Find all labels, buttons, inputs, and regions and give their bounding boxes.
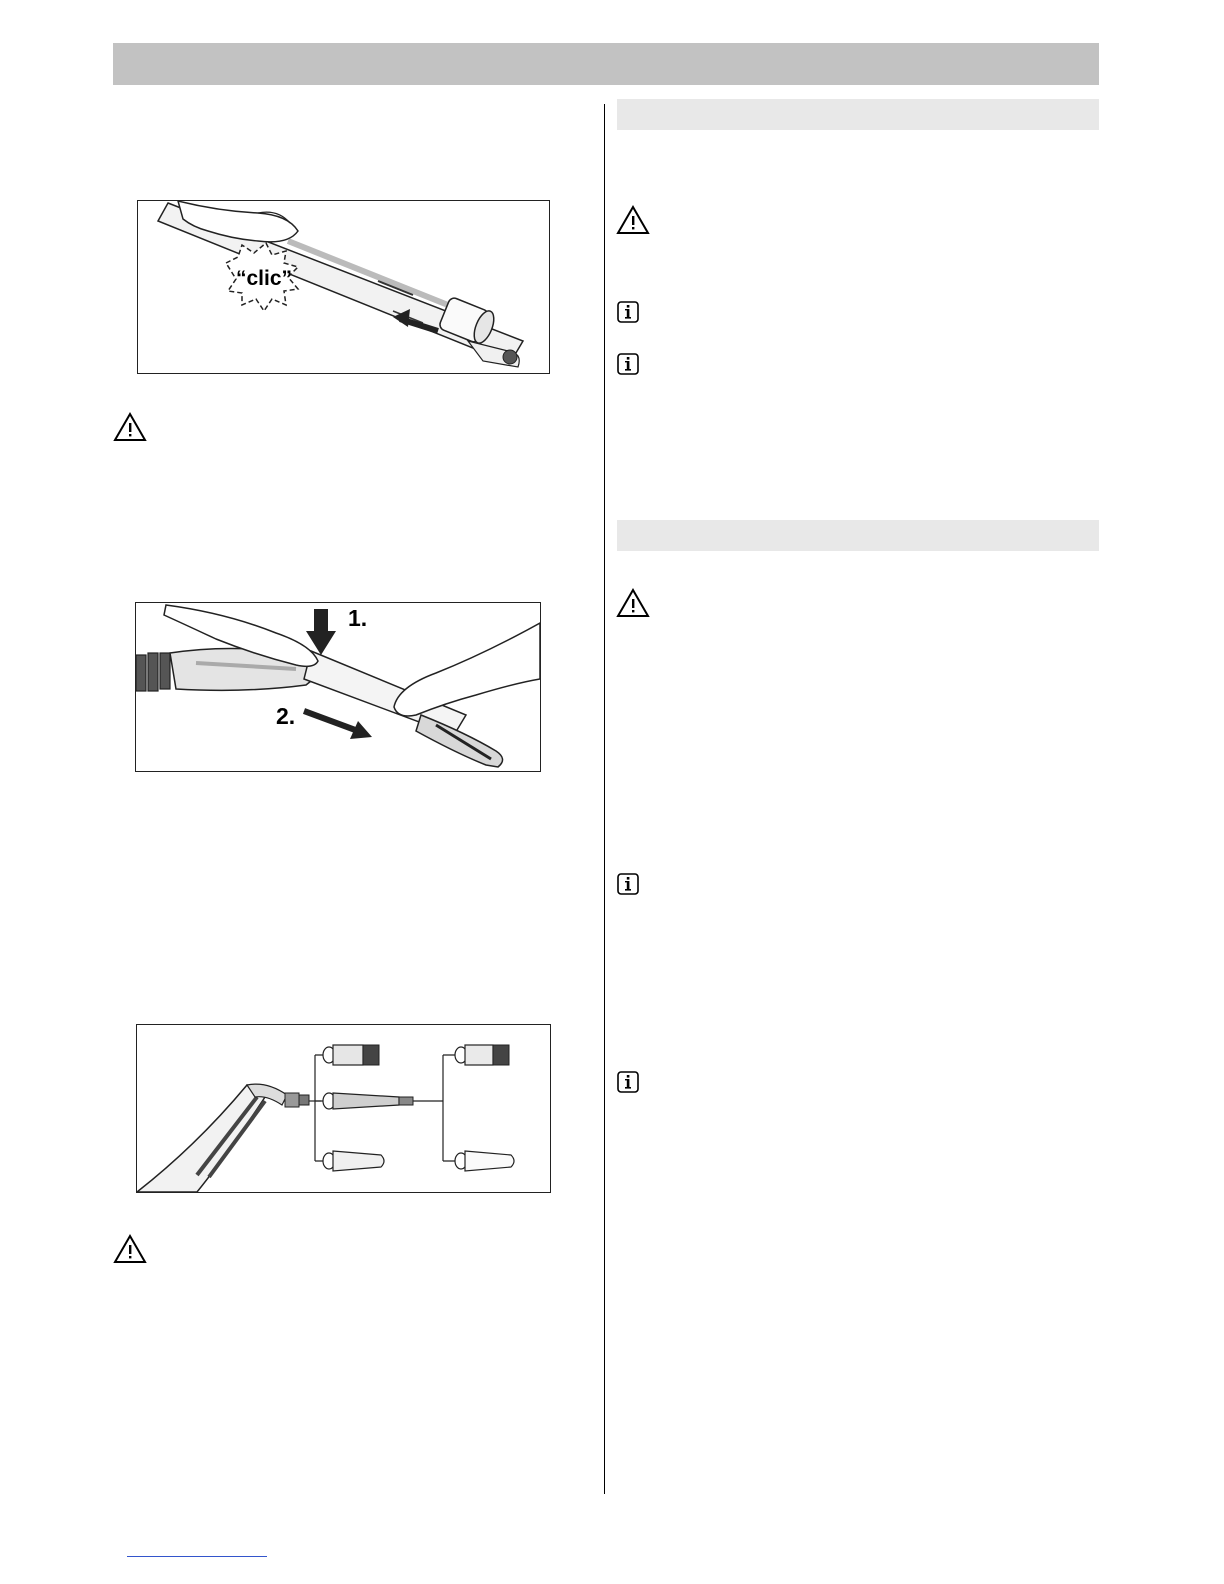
info-icon — [617, 353, 639, 375]
footer-link-underline[interactable] — [127, 1556, 267, 1557]
figure-accessories — [136, 1024, 551, 1193]
figure-release-illustration — [136, 603, 540, 771]
page-header-bar — [113, 43, 1099, 85]
section-header-bar-2 — [617, 520, 1099, 551]
warning-triangle-icon — [616, 588, 650, 618]
warning-triangle-icon — [113, 1234, 147, 1264]
warning-triangle-icon — [616, 205, 650, 235]
info-icon — [617, 301, 639, 323]
figure-attach-illustration — [138, 201, 549, 373]
step-1-label: 1. — [348, 605, 368, 631]
step-2-label: 2. — [276, 703, 296, 729]
column-divider — [604, 104, 605, 1494]
figure-accessories-illustration — [137, 1025, 550, 1192]
clic-callout-text: “clic” — [236, 267, 293, 290]
figure-release-extension-tube — [135, 602, 541, 772]
section-header-bar-1 — [617, 99, 1099, 130]
warning-triangle-icon — [113, 412, 147, 442]
info-icon — [617, 873, 639, 895]
info-icon — [617, 1071, 639, 1093]
figure-attach-extension-tube — [137, 200, 550, 374]
